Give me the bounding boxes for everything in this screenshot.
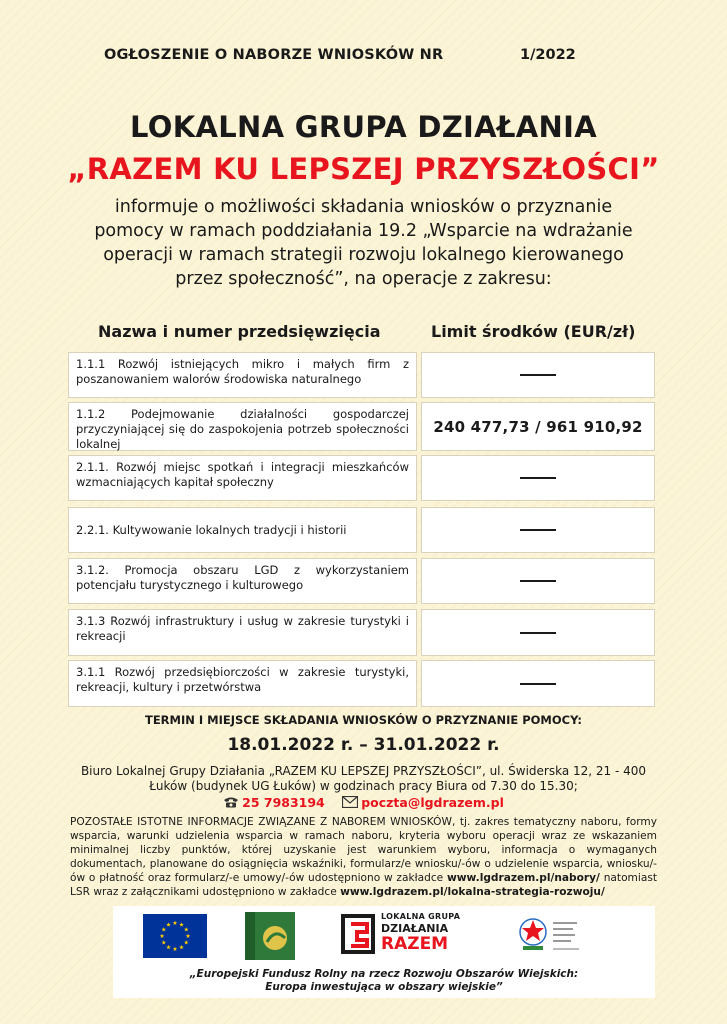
table-row-limit bbox=[421, 660, 655, 707]
table-row-name: 3.1.2. Promocja obszaru LGD z wykorzystaniem potencjału turystycznego i kulturowego bbox=[68, 558, 417, 604]
term-title: TERMIN I MIEJSCE SKŁADANIA WNIOSKÓW O PRZYZNANIE POMOCY: bbox=[144, 713, 582, 727]
table-row-name: 1.1.1 Rozwój istniejących mikro i małych firm z poszanowaniem walorów środowiska naturalnego bbox=[68, 352, 417, 398]
lgd-logo-text-2: DZIAŁANIA bbox=[381, 922, 449, 935]
announcement-title: OGŁOSZENIE O NABORZE WNIOSKÓW NR bbox=[104, 47, 444, 63]
table-row-limit bbox=[421, 558, 655, 604]
table-row-name: 1.1.2 Podejmowanie działalności gospodarczej przyczyniającej się do zaspokojenia potrzeb społeczności lokalnej bbox=[68, 402, 417, 451]
address-line-2: Łuków (budynek UG Łuków) w godzinach pracy Biura od 7.30 do 15.30; bbox=[149, 779, 578, 793]
lsr-link[interactable]: www.lgdrazem.pl/lokalna-strategia-rozwoju/ bbox=[340, 886, 605, 898]
table-row-name: 2.1.1. Rozwój miejsc spotkań i integracji mieszkańców wzmacniających kapitał społeczny bbox=[68, 455, 417, 501]
term-dates: 18.01.2022 r. – 31.01.2022 r. bbox=[227, 735, 500, 755]
column-header-name: Nazwa i numer przedsięwzięcia bbox=[98, 322, 381, 341]
table-row-limit bbox=[421, 352, 655, 398]
table-row-name: 2.2.1. Kultywowanie lokalnych tradycji i historii bbox=[68, 507, 417, 553]
empty-dash bbox=[520, 580, 556, 582]
empty-dash bbox=[520, 632, 556, 634]
table-row-limit bbox=[421, 609, 655, 656]
table-row-name: 3.1.1 Rozwój przedsiębiorczości w zakresie turystyki, rekreacji, kultury i przetwórstwa bbox=[68, 660, 417, 707]
lgd-logo-text-3: RAZEM bbox=[381, 934, 449, 954]
address-line-1: Biuro Lokalnej Grupy Działania „RAZEM KU LEPSZEJ PRZYSZŁOŚCI”, ul. Świderska 12, 21 - 400 bbox=[80, 764, 647, 778]
lgd-razem-logo bbox=[341, 912, 471, 962]
contact-line bbox=[0, 795, 727, 811]
prow-logo bbox=[513, 912, 593, 962]
table-row-limit bbox=[421, 455, 655, 501]
leader-logo bbox=[245, 912, 295, 960]
email-link[interactable]: poczta@lgdrazem.pl bbox=[361, 795, 504, 810]
empty-dash bbox=[520, 683, 556, 685]
table-row-name: 3.1.3 Rozwój infrastruktury i usług w zakresie turystyki i rekreacji bbox=[68, 609, 417, 656]
empty-dash bbox=[520, 477, 556, 479]
caption-line-1: „Europejski Fundusz Rolny na rzecz Rozwoju Obszarów Wiejskich: bbox=[189, 968, 579, 980]
footer-logos bbox=[113, 906, 655, 998]
lgd-logo-text-1: LOKALNA GRUPA bbox=[381, 912, 461, 921]
phone-icon bbox=[223, 796, 239, 811]
limit-value: 240 477,73 / 961 910,92 bbox=[433, 417, 643, 436]
envelope-icon bbox=[342, 796, 358, 811]
caption-line-2: Europa inwestująca w obszary wiejskie” bbox=[265, 981, 503, 993]
phone-number[interactable]: 25 7983194 bbox=[242, 795, 325, 810]
additional-info bbox=[70, 815, 657, 899]
table-row-limit bbox=[421, 507, 655, 553]
organization-name: LOKALNA GRUPA DZIAŁANIA bbox=[130, 110, 597, 144]
table-row-limit bbox=[421, 402, 655, 451]
eu-flag-logo bbox=[143, 914, 207, 958]
announcement-number: 1/2022 bbox=[520, 47, 576, 63]
office-address bbox=[60, 764, 667, 794]
column-header-limit: Limit środków (EUR/zł) bbox=[431, 322, 636, 341]
nabory-link[interactable]: www.lgdrazem.pl/nabory/ bbox=[446, 872, 600, 884]
organization-motto: „RAZEM KU LEPSZEJ PRZYSZŁOŚCI” bbox=[67, 152, 660, 186]
announcement-header bbox=[0, 47, 727, 67]
info-text: POZOSTAŁE ISTOTNE INFORMACJE ZWIĄZANE Z NABOREM WNIOSKÓW, tj. zakres tematyczny naboru, formy wsparcia, warunki udzielenia wsparcia w ramach naboru, kryteria wyboru operacji wraz ze wskazaniem minimalnej liczby punktów, której uzyskanie jest warunkiem wyboru, informacja o wymaganych dokumentach, planowane do osiągnięcia wskaźniki, formularz/e wniosku/-ów o udzielenie wsparcia, wniosku/-ów o płatność oraz formularz/-e umowy/-ów udostępniono w zakładce bbox=[70, 816, 657, 884]
empty-dash bbox=[520, 374, 556, 376]
footer-caption bbox=[113, 968, 655, 994]
info-text-2: natomiast LSR wraz z załącznikami udostępniono w zakładce bbox=[70, 872, 657, 898]
empty-dash bbox=[520, 529, 556, 531]
intro-paragraph: informuje o możliwości składania wniosków o przyznanie pomocy w ramach poddziałania 19.2 „Wsparcie na wdrażanie operacji w ramach strategii rozwoju lokalnego kierowanego przez społeczność”, na operacje z zakresu: bbox=[94, 197, 633, 289]
